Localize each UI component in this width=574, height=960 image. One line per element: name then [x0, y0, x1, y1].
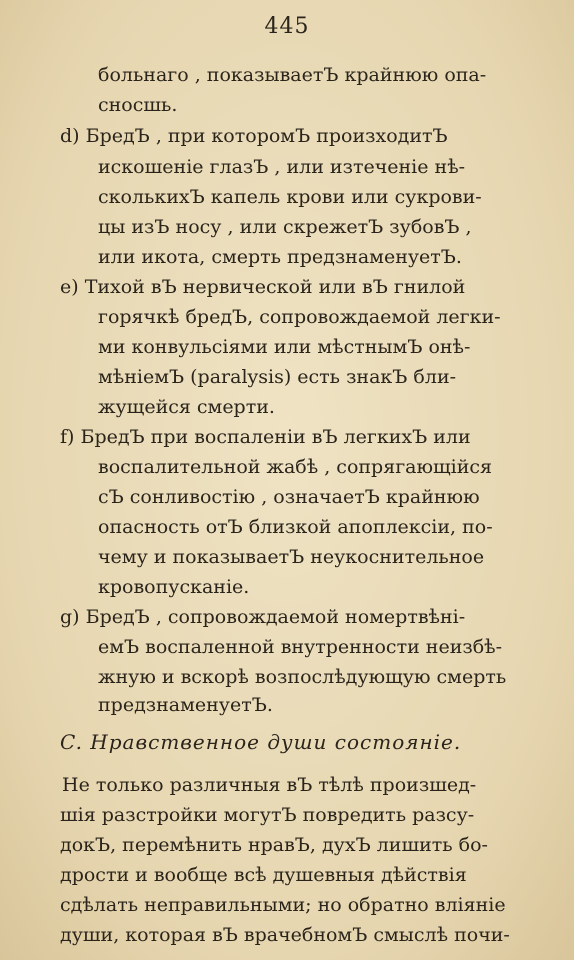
- text-line: цы изЪ носу , или скрежетЪ зубовЪ ,: [98, 216, 472, 238]
- text-line: ми конвульсіями или мѣстнымЪ онѣ-: [98, 336, 471, 358]
- text-line: f) БредЪ при воспаленіи вЪ легкихЪ или: [60, 426, 471, 448]
- text-line: емЪ воспаленной внутренности неизбѣ-: [98, 636, 503, 658]
- text-line: предзнаменуетЪ.: [98, 694, 273, 716]
- paragraph-line: Не только различныя вЪ тѣлѣ произшед-: [62, 774, 477, 796]
- page-number: 445: [264, 14, 310, 39]
- paragraph-line: сдѣлать неправильными; но обратно вліяніе: [60, 894, 506, 916]
- text-line: сколькихЪ капель крови или сукрови-: [98, 186, 482, 208]
- paragraph-line: дрости и вообще всѣ душевныя дѣйствія: [60, 864, 467, 886]
- paragraph-line: души, которая вЪ врачебномЪ смыслѣ почи-: [60, 924, 510, 946]
- text-line: e) Тихой вЪ нервической или вЪ гнилой: [60, 276, 466, 298]
- text-line: чему и показываетЪ неукоснительное: [98, 546, 485, 568]
- text-line: горячкѣ бредЪ, сопровождаемой легки-: [98, 306, 501, 328]
- text-line: мѣніемЪ (paralysis) есть знакЪ бли-: [98, 366, 457, 388]
- text-line: или икота, смерть предзнаменуетЪ.: [98, 246, 462, 268]
- text-line: кровопусканіе.: [98, 576, 250, 598]
- text-line: g) БредЪ , сопровождаемой номертвѣні-: [60, 606, 466, 628]
- text-line: больнаго , показываетЪ крайнюю опа-: [98, 64, 487, 86]
- text-line: воспалительной жабѣ , сопрягающійся: [98, 456, 493, 478]
- paragraph-line: шія разстройки могутЪ повредить разсу-: [60, 804, 475, 826]
- text-line: d) БредЪ , при которомЪ произходитЪ: [60, 125, 448, 147]
- text-line: опасность отЪ близкой апоплексіи, по-: [98, 516, 493, 538]
- text-line: жущейся смерти.: [98, 396, 275, 418]
- section-heading: C. Нравственное души состояніе.: [60, 730, 462, 754]
- paragraph-line: докЪ, перемѣнить нравЪ, духЪ лишить бо-: [60, 834, 488, 856]
- text-line: сЪ сонливостію , означаетЪ крайнюю: [98, 486, 480, 508]
- text-line: сносшь.: [98, 94, 178, 116]
- text-line: искошеніе глазЪ , или изтеченіе нѣ-: [98, 156, 466, 178]
- text-line: жную и вскорѣ возпослѣдующую смерть: [98, 666, 507, 688]
